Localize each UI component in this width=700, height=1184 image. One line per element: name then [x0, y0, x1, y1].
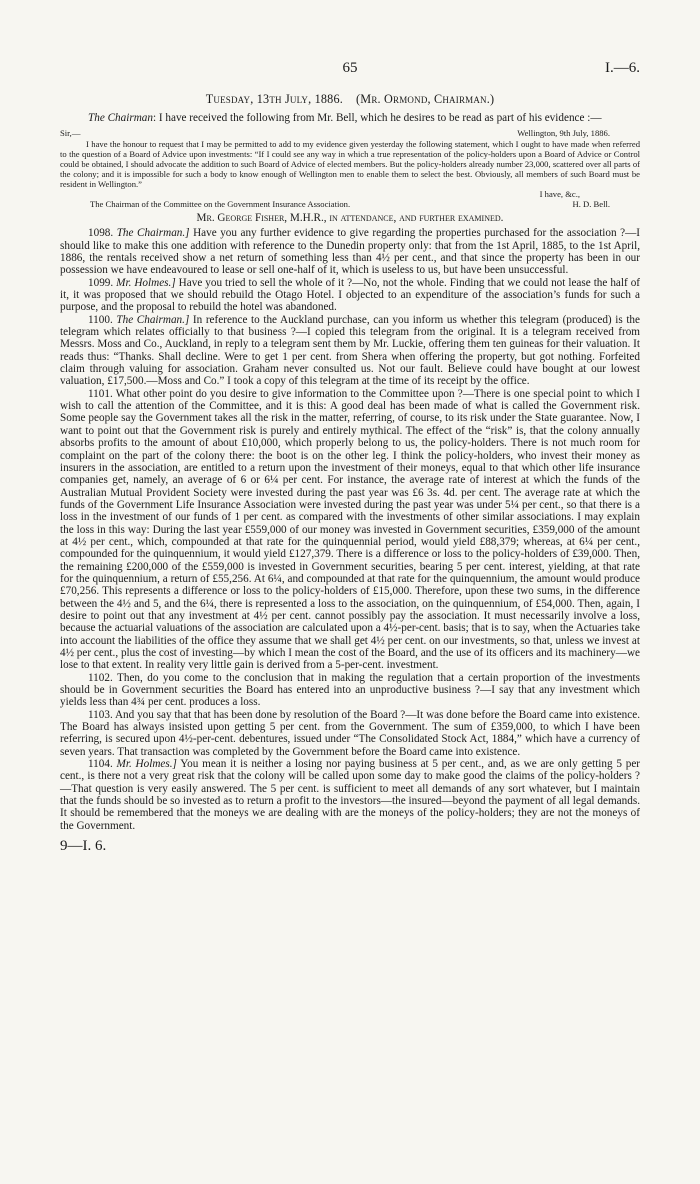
question-number: 1104. — [88, 758, 113, 771]
intro-paragraph — [60, 112, 640, 124]
session-dateline — [60, 92, 640, 107]
letter-salutation: Sir,— — [60, 128, 81, 139]
question-speaker: Mr. Holmes.] — [116, 758, 177, 771]
question-text: Then, do you come to the conclusion that in making the regulation that a certain proportion of the investments should be in Government securities the Board has entered into an unproductive business ?—I say that any investment which yields less than 4¾ per cent. produces a loss. — [60, 671, 640, 709]
evidence-paragraph — [60, 277, 640, 314]
evidence-paragraph — [60, 672, 640, 709]
question-number: 1101. — [88, 387, 113, 400]
letter-foot-row — [60, 199, 640, 209]
page-number: 65 — [342, 60, 358, 76]
letter-addressee: The Chairman of the Committee on the Government Insurance Association. — [90, 199, 351, 210]
bell-letter — [60, 128, 640, 209]
witness-line: Mr. George Fisher, M.H.R., in attendance, and further examined. — [196, 212, 504, 225]
question-speaker: Mr. Holmes.] — [116, 276, 176, 289]
question-text: In reference to the Auckland purchase, can you inform us whether this telegram (produced) is the telegram which relates officially to that business ?—I copied this telegram from the original. It is a telegram received from Messrs. Moss and Co., Auckland, in reply to a telegram sent them by Mr. Luckie, offering them ten guineas for their valuation. It reads thus: “Thanks. Shall decline. Were to get 1 per cent. from Shera when offering the property, but got nothing. Forfeited claim through valuing for association. Graham never consulted us. Not our fault. Believe could have bought at our lowest valuation, £17,500.—Moss and Co.” I took a copy of this telegram at the time of its receipt by the office. — [60, 313, 640, 388]
question-text: Have you any further evidence to give regarding the properties purchased for the association ?—I should like to make this one addition with reference to the Dunedin property only: that from the 1st April, 1885, to the 1st April, 1886, the rentals received show a net return of something less than 4½ per cent., and that since the property has been in our possession we have endeavoured to lease or sell one-half of it, which is useless to us, but have been unsuccessful. — [60, 227, 641, 277]
session-chair: (Mr. Ormond, Chairman.) — [356, 92, 495, 106]
question-number: 1099. — [88, 276, 114, 289]
intro-text: : I have received the following from Mr. Bell, which he desires to be read as part of his evidence :— — [152, 112, 602, 124]
question-number: 1100. — [88, 313, 113, 326]
question-number: 1098. — [88, 227, 114, 240]
evidence-paragraph — [60, 709, 640, 758]
question-text: You mean it is neither a losing nor paying business at 5 per cent., and, as we are only getting 5 per cent., is there not a very great risk that the colony will be called upon some day to make good the claims of the policy-holders ?—That question is very easily answered. The 5 per cent. is sufficient to meet all demands of any sort whatever, but I maintain that the funds should be so invested as to return a profit to the investors—the insured—beyond the payment of all legal demands. It should be remembered that the moneys we are dealing with are the moneys of the policy-holders; they are not the moneys of the Government. — [60, 758, 641, 832]
question-text: And you say that that has been done by resolution of the Board ?—It was done before the Board came into existence. The Board has always insisted upon getting 5 per cent. from the Government. The sum of £359,000, to which I have been referring, is secured upon 4½-per-cent. debentures, issued under “The Consolidated Stock Act, 1884,” which have a currency of seven years. That transaction was completed by the Government before the Board came into existence. — [60, 708, 640, 758]
letter-place-date: Wellington, 9th July, 1886. — [517, 128, 610, 139]
letter-body: I have the honour to request that I may be permitted to add to my evidence given yesterday the following statement, which I ought to have made when referred to the question of a Board of Advice upon investments: “If I could see any way in which a true representation of the policy-holders upon a Board of Advice or Control could be obtained, I should advocate the addition to such Board of Advice of elected members. But the policy-holders already number 23,000, scattered over all parts of the colony; and it is impossible for such a body to know enough of Wellington men to enable them to select the best. Obviously, all members of such Board must be resident in Wellington.” — [60, 138, 640, 189]
document-page — [60, 60, 640, 855]
evidence-paragraphs — [60, 227, 640, 832]
page-header — [60, 60, 640, 82]
question-speaker: The Chairman.] — [116, 227, 190, 240]
evidence-paragraph — [60, 227, 640, 276]
question-number: 1103. — [88, 708, 113, 721]
question-speaker: The Chairman.] — [116, 313, 190, 326]
evidence-paragraph — [60, 314, 640, 388]
question-text: What other point do you desire to give information to the Committee upon ?—There is one special point to which I wish to call the attention of the Committee, and it is this: A good deal has been made of what is called the Government risk. Some people say the Government takes all the risk in the matter, referring, of course, to its risk under the State guarantee. Now, I want to point out that the Government risk is purely and entirely mythical. The effect of the “risk” is, that the colony annually absorbs profits to the amount of about £10,000, which properly belong to us, the policy-holders. There is not much room for complaint on the part of the colony there: the boot is on the other leg. I think the policy-holders, who invest their money as insurers in the association, are entitled to a return upon the investment of their moneys, equal to that which other life insurance companies get, namely, an average of 6 or 6¼ per cent. For instance, the average rate of interest at which the funds of the Australian Mutual Provident Society were invested during the past year was £6 3s. 4d. per cent. The average rate at which the funds of the Government Life Insurance Association were invested during the past year was under 5¼ per cent., so that there is a loss in the investment of our funds of 1 per cent. as compared with the investments of other similar associations. I may explain the loss in this way: During the last year £559,000 of our money was invested in Government securities, £359,000 of the amount at 4½ per cent., which, compounded at that rate for the quinquennial period, would yield £88,379; whereas, at 6¼ per cent., compounded for the quinquennium, it would yield £127,379. There is a difference or loss to the policy-holders of £39,000. Then, the remaining £200,000 of the £559,000 is invested in Government securities, bearing 5 per cent. interest, yielding, at that rate for the quinquennium, a return of £55,256. At 6¼, and compounded at that rate for the quinquennium, the amount would produce £70,256. This represents a difference or loss to the policy-holders of £15,000. Therefore, upon these two sums, in the difference between the 4½ and 5, and the 6¼, there is represented a loss to the association, on the quinquennium, of £54,000. Then, again, I desire to point out that any investment at 4½ per cent. cannot possibly pay the association. It must necessarily involve a loss, because the actuarial valuations of the association are calculated upon a 4½-per-cent. basis; that is to say, when the Actuaries take into account the liabilities of the office they assume that we shall get 4½ per cent. on our investments, so that, unless we invest at 4½ per cent., plus the cost of investing—by which I mean the cost of the Board, and the use of its officers and its machinery—we lose to that extent. In reality very little gain is derived from a 5-per-cent. investment. — [60, 387, 640, 672]
question-text: Have you tried to sell the whole of it ?—No, not the whole. Finding that we could not lease the half of it, it was proposed that we should rebuild the Otago Hotel. I objected to an expenditure of the association’s funds for such a purpose, and the proposal to rebuild the hotel was abandoned. — [60, 276, 641, 314]
letter-closing: I have, &c., — [539, 189, 580, 200]
evidence-paragraph — [60, 388, 640, 672]
page-reference: I.—6. — [605, 60, 640, 76]
intro-speaker: The Chairman — [88, 112, 153, 124]
letter-signature: H. D. Bell. — [572, 199, 610, 210]
signature-mark: 9—I. 6. — [60, 838, 107, 855]
session-date: Tuesday, 13th July, 1886. — [205, 92, 344, 106]
letter-head-row — [60, 128, 640, 138]
question-number: 1102. — [88, 671, 113, 684]
evidence-paragraph — [60, 758, 640, 832]
